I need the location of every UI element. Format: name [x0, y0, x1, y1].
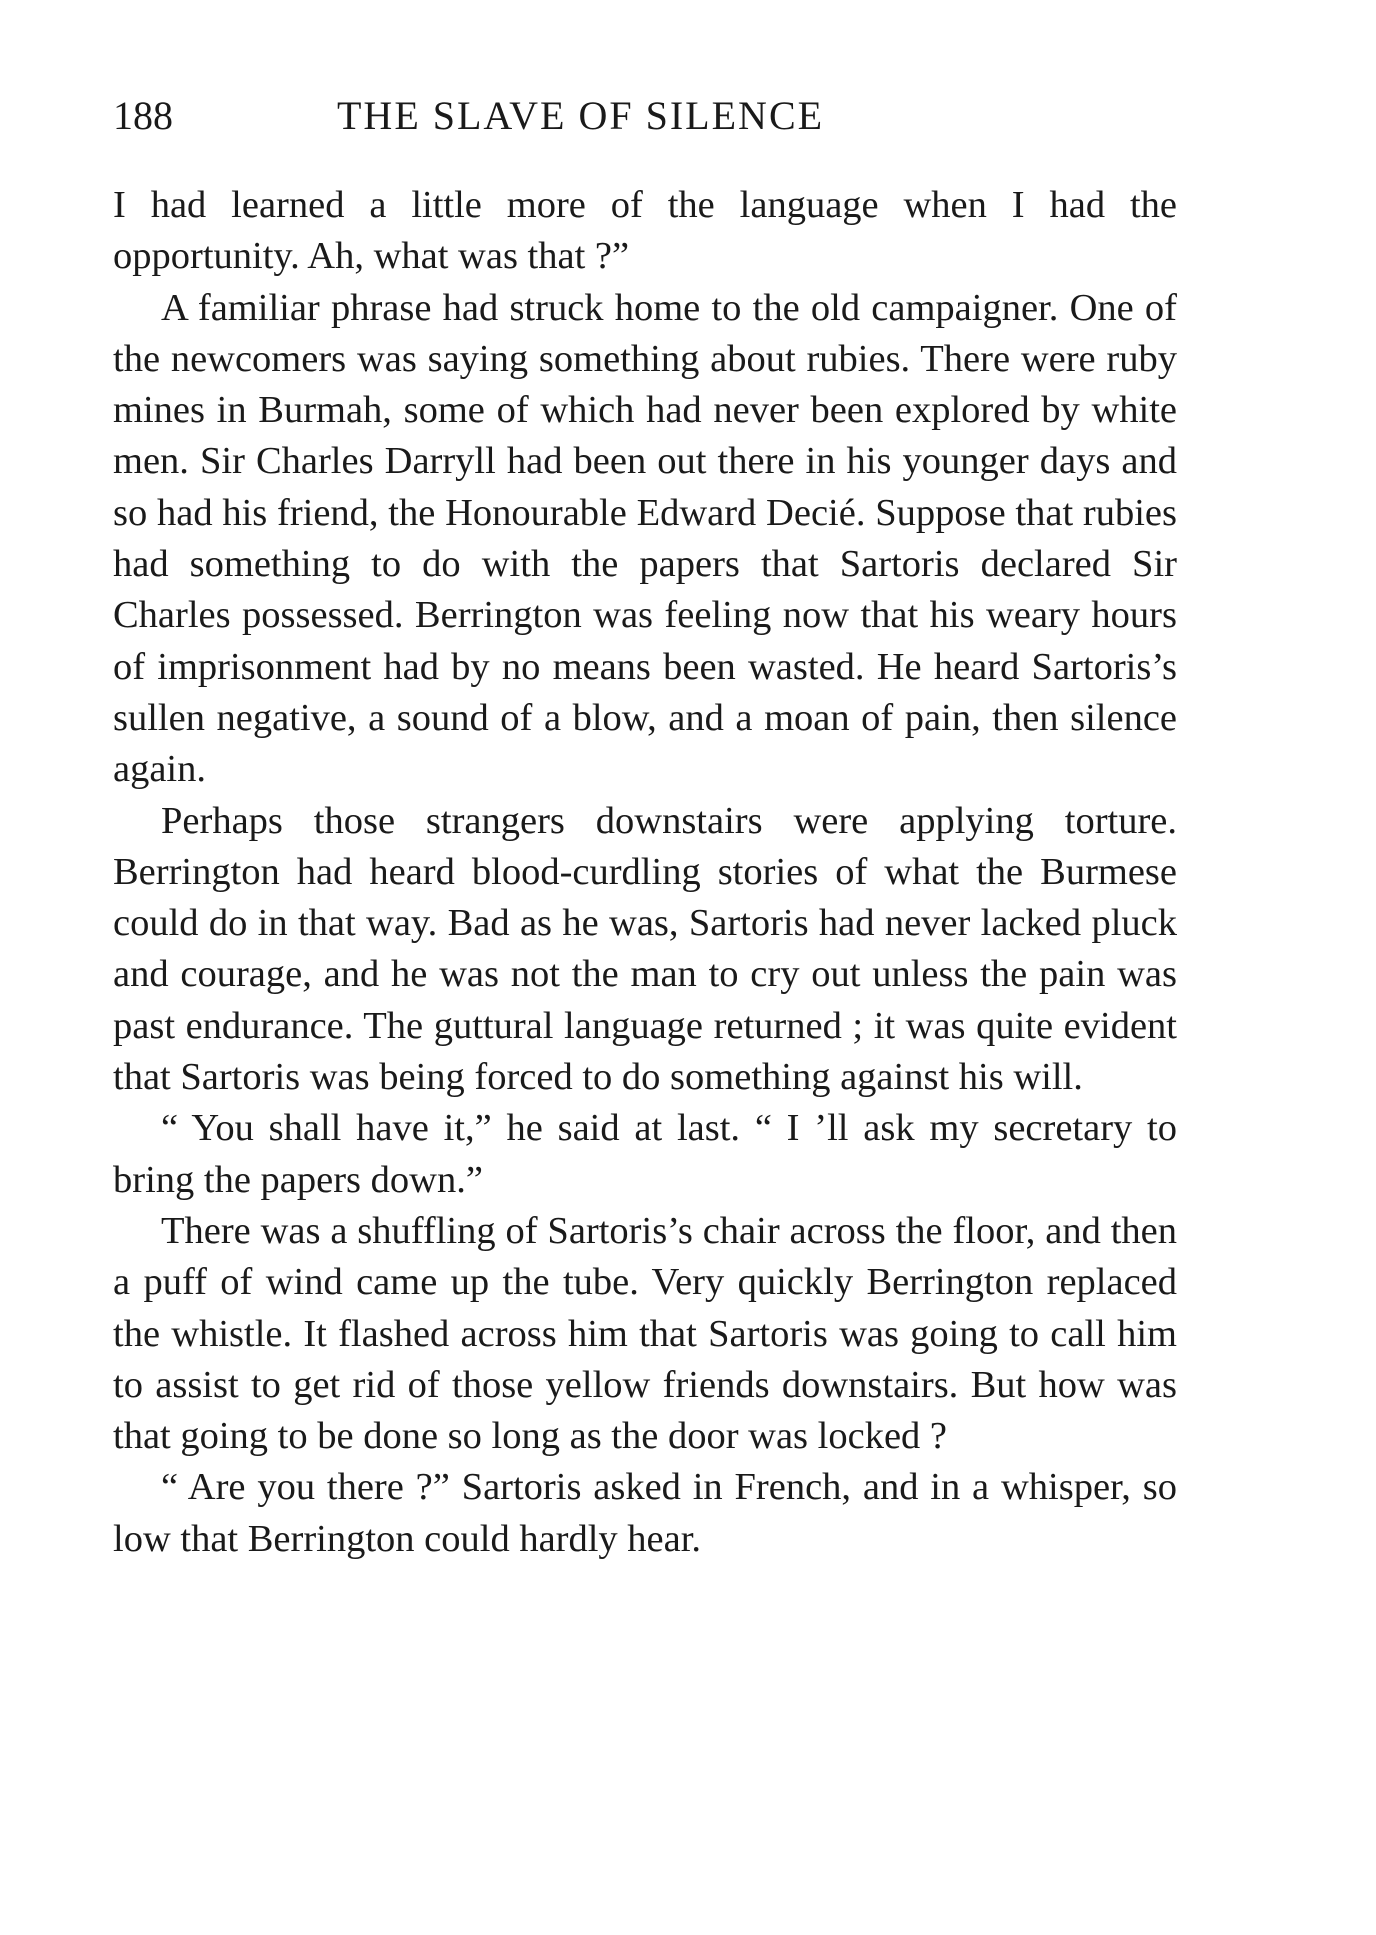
paragraph-5: There was a shuffling of Sartoris’s chair across the floor, and then a puff of wind came up the tube. Very quickly Berrington replaced the whistle. It flashed across him that Sartoris was going to call him to assist to get rid of those yellow friends downstairs. But how was that going to be done so long as the door was locked ? — [113, 1209, 1177, 1458]
paragraph-2: A familiar phrase had struck home to the old campaigner. One of the newcomers was saying something about rubies. There were ruby mines in Burmah, some of which had never been explored by white men. Sir Charles Darryll had been out there in his younger days and so had his friend, the Honourable Edward Decié. Suppose that rubies had something to do with the papers that Sartoris declared Sir Charles possessed. Berrington was feeling now that his weary hours of imprisonment had by no means been wasted. He heard Sartoris’s sullen negative, a sound of a blow, and a moan of pain, then silence again. — [113, 286, 1177, 791]
body-text — [113, 180, 1177, 1565]
page-number: 188 — [113, 93, 173, 138]
book-page — [113, 86, 1177, 1565]
running-title: THE SLAVE OF SILENCE — [337, 93, 825, 138]
paragraph-1: I had learned a little more of the language when I had the opportunity. Ah, what was that ?” — [113, 184, 1177, 278]
paragraph-3: Perhaps those strangers downstairs were applying torture. Berrington had heard blood-curdling stories of what the Burmese could do in that way. Bad as he was, Sartoris had never lacked pluck and courage, and he was not the man to cry out unless the pain was past endurance. The guttural language returned ; it was quite evident that Sartoris was being forced to do something against his will. — [113, 799, 1177, 1099]
paragraph-4: “ You shall have it,” he said at last. “ I ’ll ask my secretary to bring the papers down.” — [113, 1107, 1177, 1201]
paragraph-6: “ Are you there ?” Sartoris asked in French, and in a whisper, so low that Berrington could hardly hear. — [113, 1466, 1177, 1560]
page-header — [113, 86, 1177, 146]
